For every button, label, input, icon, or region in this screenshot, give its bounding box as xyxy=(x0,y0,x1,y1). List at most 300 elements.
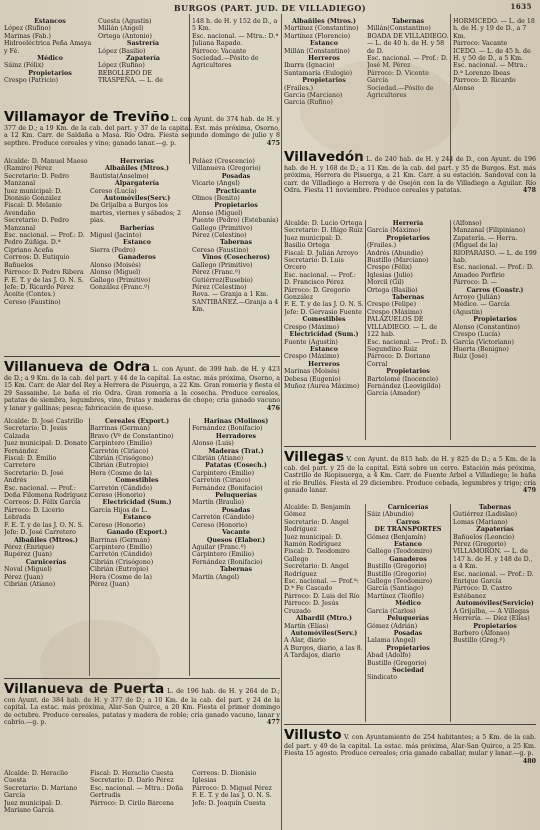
top-col4 xyxy=(453,18,537,148)
directory-entry: Secretario: D. Mariano García xyxy=(4,784,78,800)
directory-entry: F. E. T. y de las J. O. N. S. xyxy=(284,301,364,309)
directory-entry: Sáiz (Abundio) xyxy=(367,511,414,519)
directory-entry: Santamaría (Eulogio) xyxy=(284,69,353,77)
directory-entry: Millán(Constantino) xyxy=(367,25,431,33)
trade-heading: Zapaterías xyxy=(476,526,514,534)
directory-entry: Párroco: D. — xyxy=(453,279,498,287)
trade-heading: Tabernas xyxy=(391,294,425,302)
trade-heading: Posadas xyxy=(221,172,251,180)
entry-number: 475 xyxy=(266,139,280,147)
directory-entry: Martínez (Constantino) xyxy=(284,25,359,33)
directory-entry: López (Basilio) xyxy=(98,47,146,55)
directory-entry: Esc. nacional. — Prof.: D. Amadeo Porfirio xyxy=(453,264,534,279)
directory-entry: Juez municipal: D. Basilio Ortega xyxy=(284,234,343,250)
directory-entry: Carpintero (Emilio) xyxy=(90,543,153,551)
paper-stain xyxy=(40,620,160,710)
directory-entry: Noval (Miguel) xyxy=(4,566,52,574)
trade-heading: Vinos (Cosecheros) xyxy=(202,254,270,262)
directory-entry: Cibrián (Crisógono) xyxy=(90,558,154,566)
directory-entry: Jefe: D. Joaquín Cuesta xyxy=(192,799,266,807)
directory-entry: Esc. nacional. — Prof.: D. Francisco Pérez xyxy=(284,271,356,287)
trade-heading: Sastrería xyxy=(126,40,160,48)
directory-entry: Jefe: D. Ricardo Pérez xyxy=(4,283,74,291)
trade-heading: Propietarios xyxy=(386,644,430,652)
directory-entry: Juez municipal: D. Mariano García xyxy=(4,799,63,815)
entry-villanueva-odra xyxy=(4,360,280,412)
directory-entry: Carpintero (Emilio) xyxy=(90,440,153,448)
trade-heading: DE TRANSPORTES xyxy=(374,526,442,534)
directory-entry: Secretario: D. Pedro Manzanal xyxy=(4,172,69,188)
directory-entry: Fernández (Bonifacio) xyxy=(192,484,263,492)
trade-heading: Peluquerías xyxy=(387,615,429,623)
directory-entry: Bustillo (Gregorio) xyxy=(367,570,427,578)
directory-entry: Carretón (Ciriaco) xyxy=(192,477,251,485)
directory-entry: Esc. nacional. — Prof.ª: D.ª Fe Cascado xyxy=(284,578,359,593)
directory-entry: Médico. — García (Agustín) xyxy=(453,301,510,316)
column-divider xyxy=(365,504,366,722)
trade-heading: Estanco xyxy=(394,541,422,549)
directory-entry: Juez municipal: D. Dionisio González xyxy=(4,187,63,203)
directory-entry: Alcalde: D. Heraclio Cuesta xyxy=(4,770,68,785)
trade-heading: Tabernas xyxy=(478,504,512,511)
directory-entry: Secretario: D. Angel Rodríguez xyxy=(284,563,349,578)
top-col2 xyxy=(192,18,280,108)
directory-entry: Abad (Adolfo) xyxy=(367,652,411,660)
town-title: Villanueva de Puerta xyxy=(4,681,165,697)
directory-entry: García (Rufino) xyxy=(284,99,333,107)
directory-entry: A Grijalba, — A Villegas xyxy=(453,607,530,615)
directory-entry: F. E. T. y de las J. O. N. S. xyxy=(192,792,272,800)
puerta-col-right xyxy=(192,770,280,828)
directory-entry: Cereso (Lucía) xyxy=(90,187,137,195)
trade-heading: Propietarios xyxy=(214,202,258,210)
directory-entry: Fiscal: D. Teodomiro Gallego xyxy=(284,548,350,563)
directory-entry: A Tardajos, diario xyxy=(284,652,341,660)
directory-entry: Cereso (Honorio) xyxy=(192,521,248,529)
trade-heading: Automóviles(Servicio) xyxy=(456,600,534,608)
directory-entry: Correos: D. Dionisio Iglesias xyxy=(192,770,257,785)
directory-entry: García (Carlos) xyxy=(367,607,416,615)
directory-entry: Esc. nacional. — Mtra.: D.ª Juliana Rapado. xyxy=(192,32,279,48)
directory-entry: Alcalde: D. Lucio Ortega xyxy=(284,220,363,227)
directory-entry: Juez municipal: D. Ramón Rodríguez xyxy=(284,533,343,549)
directory-entry: Rova. — Granja a 1 Km. xyxy=(192,291,269,299)
directory-entry: Arroyo (Julián) xyxy=(453,294,501,302)
entry-villusto xyxy=(284,728,536,765)
section-rule xyxy=(4,356,280,357)
top-col1-right xyxy=(98,18,188,108)
directory-entry: Barrinas (Germán) xyxy=(90,536,150,544)
town-intro: L. con Ayunt. de 399 hab. de H. y 423 de D.; a 9 Km. de la cab. del part. y 44 de la capital. La estac. más próxima, Osorno, a 15 Km. Carr. de Alar del Rey a Herrera de Pisuerga, a 22 Km. Gran romería y fiesta el 29 Sassambe. Le baña el río Odra. Gran romería a la cosecha. Produce cereales, patatas de siembra, legumbres, vino, frutas y maderas de chopo; cría ganado vacuno y lanar y gallinas; pesca; fabricación de queso. xyxy=(4,366,280,412)
directory-entry: Esc. nacional. — Prof.: D. Enrique García xyxy=(453,570,534,586)
trade-heading: Automóviles(Serv.) xyxy=(290,629,358,637)
entry-villavedon xyxy=(284,150,536,195)
directory-entry: Esc. nacional. — Prof.: Doña Filomena Rodríguez xyxy=(4,484,88,500)
trade-heading: Tabernas xyxy=(391,18,425,25)
directory-entry: Marinas (Fab.) xyxy=(4,32,51,40)
trade-heading: Carros xyxy=(396,518,420,526)
directory-entry: Gallego (Teodomiro) xyxy=(367,578,433,586)
directory-entry: Párroco: D. Miguel Pérez xyxy=(192,784,272,792)
entry-number: 476 xyxy=(266,404,280,412)
directory-entry: Martín (Angel) xyxy=(192,573,240,581)
directory-entry: Hidroeléctrica Peña Amaya y Fé. xyxy=(4,40,92,55)
directory-entry: Gómez (Benjamín) xyxy=(367,533,426,541)
directory-entry: Carretón (Cándido) xyxy=(90,484,153,492)
entry-number: 478 xyxy=(522,187,536,195)
column-divider xyxy=(450,504,451,722)
trade-heading: Albañiles (Mtros.) xyxy=(14,536,78,544)
directory-entry: Villanueva (Gregorio) xyxy=(192,165,261,173)
directory-entry: Peláez (Crescencio) xyxy=(192,158,255,165)
directory-entry: Muñoz (Aurea Máximo) xyxy=(284,382,360,390)
puerta-col-mid xyxy=(90,770,184,828)
directory-entry: Bustillo (Gregorio) xyxy=(367,659,427,667)
directory-entry: Sindicato xyxy=(367,674,398,682)
directory-entry: Miguel (Jacinto) xyxy=(90,232,142,240)
entry-number: 477 xyxy=(266,719,280,727)
trade-heading: Propietarios xyxy=(473,622,517,630)
trade-heading: Vacante xyxy=(222,529,250,537)
column-divider xyxy=(450,220,451,440)
column-divider xyxy=(281,14,282,830)
directory-entry: Juez municipal: D. Donato Fernández xyxy=(4,440,87,455)
directory-entry: Pérez (Gregorio) xyxy=(453,541,507,549)
directory-entry: Secretario: D. Luis Orcero xyxy=(284,257,344,272)
town-intro: L. de 196 hab. de H. y 264 de D.; con Ayunt. de 384 hab. de H. y 377 de D.; a 10 Km. de la cab. del part. y 24 de la capital. La estac. más próxima, Alar-San Quirce, a 20 Km. Fiesta el primer domingo de octubre. Produce cereales, patatas y madera de roble; cría ganado vacuno, lanar y cabrío.—g. p. xyxy=(4,688,280,727)
directory-entry: López (Rufino) xyxy=(4,25,51,33)
entry-villamayor xyxy=(4,110,280,147)
directory-entry: López (Rufino) xyxy=(98,62,145,70)
directory-entry: Jefe: D. Gervasio Fuente xyxy=(284,308,362,316)
directory-entry: Cibrián (Eutropio) xyxy=(90,566,149,574)
directory-entry: Párroco: D. Gregorio González xyxy=(284,286,351,302)
trade-heading: Médico xyxy=(37,55,63,63)
villavedon-col-left xyxy=(284,220,364,440)
directory-entry: Párroco: Vacante xyxy=(453,40,508,48)
directory-entry: García (Santiago) xyxy=(367,585,424,593)
directory-entry: Secretario: D. Jesús Calzada xyxy=(4,425,68,440)
directory-entry: Fiscal: D. Melanio Avendaño xyxy=(4,202,62,217)
directory-entry: RIOPARAISO. — L. de 199 hab. xyxy=(453,249,537,265)
trade-heading: Alpargatería xyxy=(114,180,160,188)
running-title: BURGOS (PART. JUD. DE VILLADIEGO) xyxy=(173,3,367,13)
trade-heading: Carnicerías xyxy=(25,558,67,566)
directory-entry: Fiscal: D. Emilio Carretero xyxy=(4,455,57,470)
directory-entry: Alonso (Moisés) xyxy=(90,261,141,269)
directory-entry: Fuente (Agustín) xyxy=(284,338,338,346)
directory-entry: VILLAMORÓN. — L. de 147 h. de H. y 148 de D., a 4 Km. xyxy=(453,548,533,571)
directory-entry: Gallego (Primitivo) xyxy=(192,261,253,269)
directory-entry: Bustillo (Greg.º) xyxy=(453,637,505,645)
directory-entry: Fernández (Bonifacio) xyxy=(192,558,263,566)
town-title: Villanueva de Odra xyxy=(4,359,151,375)
column-divider xyxy=(189,418,190,676)
directory-entry: González (Franc.º) xyxy=(90,283,150,291)
directory-entry: Puente (Pedro) (Estebanía) xyxy=(192,217,279,225)
villegas-col-right xyxy=(453,504,537,722)
directory-entry: Cibrián (Atiano) xyxy=(4,580,56,588)
odra-col-right xyxy=(192,418,280,676)
town-title: Villegas xyxy=(284,449,345,465)
town-intro: L. con Ayunt. de 374 hab. de H. y 377 de D.; a 19 Km. de la cab. del part. y 37 de la capital. Est. más próxima, Osorno, a 12 Km. Carr. de Saldaña a Masa. Río Odra. Fiesta segundo domingo de julio y 8 septbre. Produce cereales y vino; ganado lanar.—g. p. xyxy=(4,116,280,147)
directory-entry: Pérez (Celestino) xyxy=(192,283,247,291)
directory-entry: Alcalde: D. José Castrillo xyxy=(4,418,84,425)
directory-entry: Secretario: D. Iñigo Ruiz xyxy=(284,227,363,235)
directory-entry: Gutiérrez(Eusebio) xyxy=(192,276,253,284)
villamayor-col-right xyxy=(192,158,280,358)
directory-entry: Correos: D. Eutiquio Bañuelos xyxy=(4,254,70,269)
trade-heading: Carnicerías xyxy=(387,504,429,511)
villamayor-col-left xyxy=(4,158,88,358)
directory-entry: Fernández (Bonifacio) xyxy=(192,425,263,433)
directory-entry: BOADA DE VILLADIEGO. — L. de 40 h. de H. y 58 de D. xyxy=(367,32,449,55)
directory-entry: Martín (Elías) xyxy=(284,622,329,630)
trade-heading: Propietarios xyxy=(28,69,72,77)
trade-heading: Carros (Constr.) xyxy=(466,286,524,294)
trade-heading: Practicante xyxy=(215,187,257,195)
directory-entry: Ruiz (José) xyxy=(453,353,488,361)
directory-entry: Carretón (Cándido) xyxy=(192,514,255,522)
directory-entry: Gallego (Primitivo) xyxy=(90,276,151,284)
directory-entry: REBOLLEDO DE TRASPEÑA. — L. de xyxy=(98,69,163,85)
directory-entry: García (Máximo) xyxy=(367,227,421,235)
directory-entry: Ibarra (Ignacio) xyxy=(284,62,335,70)
directory-entry: Pérez (Juan) xyxy=(90,580,130,588)
directory-entry: Cibrián (Eutropio) xyxy=(90,462,149,470)
paper-stain xyxy=(300,60,460,160)
directory-entry: Esc. nacional. — Prof.: D. Pedro Zúñiga. D.ª Cipriano Aceña xyxy=(4,232,85,254)
directory-entry: Sociedad.—Pósito de Agricultores xyxy=(192,55,259,70)
directory-entry: Crespo (Felipe) xyxy=(367,301,417,309)
directory-entry: Marinas (Moisés) xyxy=(284,368,340,376)
trade-heading: Electricidad (Sum.) xyxy=(289,331,359,339)
directory-entry: Esc. nacional. — Prof.: D. José M. Pérez xyxy=(367,55,448,70)
trade-heading: Albañiles (Mtros.) xyxy=(292,18,356,25)
directory-entry: Esc. nacional. — Prof.: D. Segundino Ruiz xyxy=(367,338,448,353)
trade-heading: Tabernas xyxy=(219,566,253,574)
page-number: 1635 xyxy=(510,2,532,11)
directory-entry: Pérez (Franc.º) xyxy=(192,269,241,277)
trade-heading: Estanco xyxy=(123,239,151,247)
directory-entry: Cereso (Faustino) xyxy=(192,246,249,254)
directory-entry: Carretón (Ciriaco) xyxy=(90,447,149,455)
town-intro: L. de 240 hab. de H. y 244 de D., con Ayunt. de 196 hab. de H. y 168 de D.; a 11 Km. de la cab. del part. y 35 de Burgos. Est. más próxima, Herrera de Pisuerga, a 21 Km. Carr. a su estación. Sandoval con la carr. de Villadiego a Herrera y de Osejón con la de Villadiego a Aguilar. Río Odra. Fiesta 11 noviembre. Produce cereales y patatas. xyxy=(284,156,536,195)
villamayor-col-mid xyxy=(90,158,184,358)
trade-heading: Propietarios xyxy=(473,316,517,324)
trade-heading: Cereales (Export.) xyxy=(104,418,170,425)
directory-entry: Cuesta (Agustín) xyxy=(98,18,152,25)
trade-heading: Herreros xyxy=(308,55,340,63)
directory-entry: Cereso (Honorio) xyxy=(90,521,146,529)
directory-entry: Fiscal: D. Julián Arroyo xyxy=(284,249,358,257)
directory-entry: Hera (Cosme de la) xyxy=(90,469,152,477)
directory-entry: García Hijos de L. xyxy=(90,506,148,514)
directory-entry: Lomas (Mariano) xyxy=(453,518,508,526)
directory-entry: García (Amador) xyxy=(367,390,421,398)
directory-entry: Herrería. — Díez (Elías) xyxy=(453,615,530,623)
directory-entry: Esc. nacional. — Mtra.: Doña Gertrudis xyxy=(90,784,184,800)
trade-heading: Herrerías xyxy=(120,158,154,165)
trade-heading: Estancos xyxy=(34,18,66,25)
directory-entry: Párroco: D. Castro Estébanez xyxy=(453,585,512,600)
directory-entry: Alonso (Luis) xyxy=(192,440,234,448)
directory-entry: F. E. T. y de las J. O. N. S. xyxy=(4,521,84,529)
directory-entry: Fernández (Leovigildo) xyxy=(367,382,441,390)
directory-entry: Sociedad.—Pósito de Agricultores xyxy=(367,84,434,100)
section-rule xyxy=(284,446,536,447)
trade-heading: Estanco xyxy=(310,40,338,48)
directory-entry: Cibrián (Crisógono) xyxy=(90,455,154,463)
directory-entry: Gallego (Teodomiro) xyxy=(367,548,433,556)
directory-entry: A Burgos, diario, a las 8. xyxy=(284,644,363,652)
directory-entry: Párroco: D. Pedro Ribera xyxy=(4,269,84,277)
directory-entry: Gómez (Adrián) xyxy=(367,622,418,630)
trade-heading: Posadas xyxy=(221,506,251,514)
trade-heading: Quesos (Elabor.) xyxy=(206,536,266,544)
directory-entry: Secretario: D. Darío Pérez xyxy=(90,777,174,785)
directory-entry: Bravo (Vº de Constantino) xyxy=(90,432,174,440)
entry-villegas xyxy=(284,450,536,495)
directory-entry: Alonso (Miguel) xyxy=(90,269,141,277)
trade-heading: Harinas (Molinos) xyxy=(203,418,269,425)
trade-heading: Ganado (Export.) xyxy=(106,529,168,537)
trade-heading: Ganaderos xyxy=(118,254,156,262)
running-header xyxy=(0,0,540,16)
directory-entry: Secretario: D. Angel Rodríguez xyxy=(284,518,349,534)
directory-entry: Fiscal: D. Heraclio Cuesta xyxy=(90,770,174,777)
directory-entry: Gutiérrez (Ladislao) xyxy=(453,511,518,519)
top-col1-left xyxy=(4,18,96,108)
directory-entry: Bustillo (Marciano) xyxy=(367,257,429,265)
directory-entry: Manzanal (Filipiniano) xyxy=(453,227,526,235)
directory-entry: Hera (Cosme de la) xyxy=(90,573,152,581)
directory-entry: Alonso (Constantino) xyxy=(453,323,520,331)
directory-entry: Aceite (Contes.) xyxy=(4,291,56,299)
directory-entry: Crespo (Máximo) xyxy=(367,308,423,316)
directory-entry: Pérez (Juan) xyxy=(4,573,44,581)
directory-entry: Cereso (Honorio) xyxy=(90,492,146,500)
directory-entry: Párroco: D. Licerio Lebrada xyxy=(4,506,65,522)
town-intro: V. con Ayuntamiento de 254 habitantes; a 5 Km. de la cab. del part. y 49 de la capital. La estac. más próxima, Alar-San Quirce, a 25 Km. Fiesta 15 agosto. Produce cereales; cría ganado caballar, mular y lanar.—g. p. xyxy=(284,734,536,758)
directory-entry: Huerta (Benigno) xyxy=(453,345,509,353)
trade-heading: Barberías xyxy=(119,224,155,232)
directory-entry: Pérez (Enrique) xyxy=(4,543,55,551)
directory-entry: Barrinas (Germán) xyxy=(90,425,150,433)
villegas-col-mid xyxy=(367,504,449,722)
directory-entry: (Frailes.) xyxy=(367,242,397,250)
trade-heading: Comestibles xyxy=(302,316,346,324)
directory-entry: Millán (Constantino) xyxy=(284,47,350,55)
trade-heading: Albardil (Mtro.) xyxy=(296,615,352,623)
directory-entry: (Frailes.) xyxy=(284,84,314,92)
directory-entry: Olmos (Benito) xyxy=(192,195,240,203)
column-divider xyxy=(365,220,366,440)
directory-entry: Debesa (Eugenio) xyxy=(284,375,341,383)
directory-entry: García (Victoriano) xyxy=(453,338,514,346)
directory-entry: Párroco: D. Cirilo Bárcena xyxy=(90,799,174,807)
directory-entry: Crespo (Félix) xyxy=(367,264,412,272)
directory-entry: ICEDO. — L. de 45 h. de H. y 50 de D., a 5 Km. xyxy=(453,47,531,63)
trade-heading: Propietarios xyxy=(302,77,346,85)
directory-entry: Cibrián (Atiano) xyxy=(192,455,244,463)
puerta-col-left xyxy=(4,770,88,828)
directory-entry: Martín (Braulio) xyxy=(192,499,244,507)
trade-heading: Sociedad xyxy=(392,666,424,674)
directory-entry: (Alfonso) xyxy=(453,220,482,227)
trade-heading: Electricidad (Sum.) xyxy=(102,499,172,507)
trade-heading: Estanco xyxy=(310,345,338,353)
villavedon-col-right xyxy=(453,220,537,440)
directory-entry: Alonso (Miguel) xyxy=(192,209,243,217)
trade-heading: Albañiles (Mtros.) xyxy=(105,165,169,173)
directory-entry: Gallego (Primitivo) xyxy=(192,224,253,232)
directory-entry: Lalama (Angel) xyxy=(367,637,416,645)
directory-entry: Carpintero (Emilio) xyxy=(192,469,255,477)
directory-entry: Barbero (Alfonso) xyxy=(453,629,510,637)
directory-entry: 148 h. de H. y 152 de D., a 5 Km. xyxy=(192,18,278,33)
directory-entry: Morcil (Gil) xyxy=(367,279,404,287)
trade-heading: Zapatería xyxy=(126,55,160,63)
directory-entry: Párroco: Vacante xyxy=(192,47,247,55)
trade-heading: Posadas xyxy=(393,629,423,637)
directory-entry: Secretario: D. José Andrés xyxy=(4,469,64,485)
town-intro: V. con Ayunt. de 815 hab. de H. y 825 de D.; a 5 Km. de la cab. del part. y 25 de la capital. Está sobre un cerro. Estación más próxima, Castrillo de Riopisuerga, a 4 Km. Carr. de Fuente Arbol a Villadiego; le baña el río Brullés. Fiesta el 29 diciembre. Produce cebada, legumbres y trigo; cría ganado lanar. xyxy=(284,456,536,495)
trade-heading: Propietarios xyxy=(386,234,430,242)
trade-heading: Propietarios xyxy=(386,368,430,376)
directory-entry: Millán (Angel) xyxy=(98,25,144,33)
trade-heading: Ganaderos xyxy=(389,555,427,563)
town-title: Villusto xyxy=(284,727,342,743)
directory-entry: Martínez (Teófilo) xyxy=(367,592,425,600)
directory-entry: De Grijalba a Burgos los martes, viernes y sábados; 2 pias. xyxy=(90,202,182,225)
trade-heading: Médico xyxy=(395,600,421,608)
town-title: Villavedón xyxy=(284,149,364,165)
directory-entry: Párroco: D. Doriano Corral xyxy=(367,353,431,368)
directory-entry: Carretón (Cándido) xyxy=(90,551,153,559)
directory-entry: A Alar, diario xyxy=(284,637,326,645)
villavedon-col-mid xyxy=(367,220,449,440)
directory-entry: Crespo (Lucía) xyxy=(453,331,501,339)
trade-heading: Herrería xyxy=(392,220,424,227)
directory-entry: Secretario: D. Pedro Manzanal xyxy=(4,217,69,232)
directory-entry: Ortega (Basilio) xyxy=(367,286,418,294)
trade-heading: Estanco xyxy=(123,514,151,522)
directory-entry: Bañuelos (Leoncio) xyxy=(453,533,515,541)
directory-entry: Bautista(Anselmo) xyxy=(90,172,149,180)
directory-entry: Crespo (Patricio) xyxy=(4,77,59,85)
directory-entry: F. E. T. y de las J. O. N. S. xyxy=(4,276,84,284)
directory-entry: Esc. nacional. — Mtra.: D.ª Lorenzo Ibeas xyxy=(453,62,528,77)
directory-entry: Aguilar (Franc.º) xyxy=(192,543,247,551)
trade-heading: Automóviles(Serv.) xyxy=(103,195,171,203)
directory-entry: Andrés (Abundio) xyxy=(367,249,424,257)
directory-entry: Párroco: D. Ricardo Alonso xyxy=(453,77,516,92)
directory-entry: Sierra (Pedro) xyxy=(90,246,136,254)
directory-entry: Bustillo (Gregorio) xyxy=(367,563,427,571)
trade-heading: Patatas (Cosech.) xyxy=(205,462,267,470)
directory-entry: Cereso (Faustino) xyxy=(4,298,61,306)
directory-entry: Crespo (Máximo) xyxy=(284,353,340,361)
trade-heading: Peluquerías xyxy=(215,492,257,500)
directory-entry: García (Marciano) xyxy=(284,92,343,100)
directory-entry: Rupérez (Juan) xyxy=(4,551,52,559)
directory-entry: Zapatería. — Herra. (Miguel de la) xyxy=(453,234,518,250)
entry-number: 480 xyxy=(522,757,536,765)
directory-entry: Correos: D. Félix García xyxy=(4,499,81,507)
directory-entry: Carpintero (Emilio) xyxy=(192,551,255,559)
directory-entry: Párroco: D. Vicente García xyxy=(367,69,429,85)
